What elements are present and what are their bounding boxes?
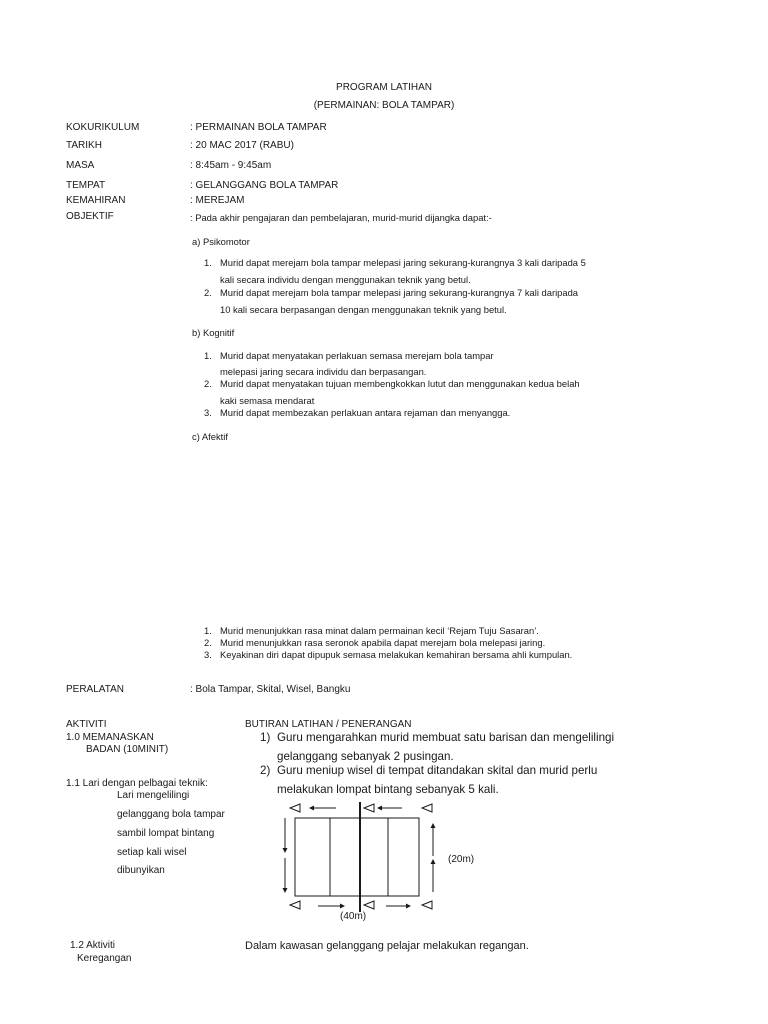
item-text: Murid dapat menyatakan perlakuan semasa merejam bola tampar: [220, 350, 494, 361]
info-value-objektif: : Pada akhir pengajaran dan pembelajaran, murid-murid dijangka dapat:-: [190, 212, 492, 223]
cone-icon: [422, 804, 432, 812]
item-text-continued: kali secara individu dengan menggunakan teknik yang betul.: [220, 274, 471, 285]
item-text: Murid dapat membezakan perlakuan antara rejaman dan menyangga.: [220, 407, 511, 418]
info-label-kokurikulum: KOKURIKULUM: [66, 122, 140, 133]
info-value-kokurikulum: : PERMAINAN BOLA TAMPAR: [190, 122, 327, 133]
section-1-1-line: gelanggang bola tampar: [117, 809, 225, 820]
step-text: Guru meniup wisel di tempat ditandakan skital dan murid perlu: [277, 764, 598, 777]
item-number: 3.: [204, 407, 212, 418]
info-value-kemahiran: : MEREJAM: [190, 195, 245, 206]
section-1-1-line: Lari mengelilingi: [117, 790, 190, 801]
court-height-label: (20m): [448, 854, 475, 865]
court-diagram: [280, 796, 480, 926]
section-1-1-line: setiap kali wisel: [117, 847, 187, 858]
section-1-2-subtitle: Keregangan: [77, 953, 132, 964]
cone-icon: [422, 901, 432, 909]
peralatan-value: : Bola Tampar, Skital, Wisel, Bangku: [190, 684, 351, 695]
document-subtitle: (PERMAINAN: BOLA TAMPAR): [313, 100, 455, 111]
item-text: Keyakinan diri dapat dipupuk semasa melakukan kemahiran bersama ahli kumpulan.: [220, 649, 573, 660]
court-width-label: (40m): [340, 911, 367, 922]
step-text: Guru mengarahkan murid membuat satu barisan dan mengelilingi: [277, 731, 615, 744]
info-label-tarikh: TARIKH: [66, 140, 102, 151]
item-number: 2.: [204, 637, 212, 648]
info-label-masa: MASA: [66, 160, 95, 171]
info-value-tempat: : GELANGGANG BOLA TAMPAR: [190, 180, 339, 191]
psikomotor-heading: a) Psikomotor: [192, 236, 250, 247]
step-number: 1): [260, 731, 271, 744]
item-number: 2.: [204, 287, 212, 298]
cone-icon: [364, 901, 374, 909]
info-label-tempat: TEMPAT: [66, 180, 106, 191]
afektif-heading: c) Afektif: [192, 431, 228, 442]
item-text: Murid dapat merejam bola tampar melepasi jaring sekurang-kurangnya 3 kali daripada 5: [220, 257, 586, 268]
item-number: 1.: [204, 625, 212, 636]
item-text-continued: kaki semasa mendarat: [220, 395, 315, 406]
document-title: PROGRAM LATIHAN: [336, 82, 432, 93]
section-1-1-title: 1.1 Lari dengan pelbagai teknik:: [66, 778, 208, 789]
section-1-2-title: 1.2 Aktiviti: [70, 940, 116, 951]
info-label-objektif: OBJEKTIF: [66, 211, 114, 222]
cone-icon: [290, 901, 300, 909]
info-label-kemahiran: KEMAHIRAN: [66, 195, 126, 206]
info-value-masa: : 8:45am - 9:45am: [190, 160, 272, 171]
info-value-tarikh: : 20 MAC 2017 (RABU): [190, 140, 294, 151]
item-number: 1.: [204, 257, 212, 268]
section-1-1-line: sambil lompat bintang: [117, 828, 215, 839]
step-text-continued: gelanggang sebanyak 2 pusingan.: [277, 750, 454, 763]
section-1-1-line: dibunyikan: [117, 865, 165, 876]
item-number: 2.: [204, 378, 212, 389]
item-number: 3.: [204, 649, 212, 660]
cone-icon: [290, 804, 300, 812]
butiran-header: BUTIRAN LATIHAN / PENERANGAN: [245, 719, 412, 730]
cone-icon: [364, 804, 374, 812]
step-number: 2): [260, 764, 271, 777]
item-text: Murid dapat menyatakan tujuan membengkokkan lutut dan menggunakan kedua belah: [220, 378, 580, 389]
item-number: 1.: [204, 350, 212, 361]
item-text: Murid dapat merejam bola tampar melepasi jaring sekurang-kurangnya 7 kali daripada: [220, 287, 579, 298]
section-1-0-title: 1.0 MEMANASKAN: [66, 732, 154, 743]
item-text: Murid menunjukkan rasa seronok apabila dapat merejam bola melepasi jaring.: [220, 637, 546, 648]
step-text-continued: melakukan lompat bintang sebanyak 5 kali.: [277, 783, 499, 796]
item-text-continued: 10 kali secara berpasangan dengan menggunakan teknik yang betul.: [220, 304, 507, 315]
item-text: Murid menunjukkan rasa minat dalam permainan kecil ‘Rejam Tuju Sasaran’.: [220, 625, 539, 636]
kognitif-heading: b) Kognitif: [192, 327, 235, 338]
aktiviti-header: AKTIVITI: [66, 719, 107, 730]
section-1-0-subtitle: BADAN (10MINIT): [86, 744, 169, 755]
item-text-continued: melepasi jaring secara individu dan berpasangan.: [220, 366, 427, 377]
section-1-2-description: Dalam kawasan gelanggang pelajar melakukan regangan.: [245, 940, 529, 952]
court-outline: [295, 818, 419, 896]
peralatan-label: PERALATAN: [66, 684, 124, 695]
